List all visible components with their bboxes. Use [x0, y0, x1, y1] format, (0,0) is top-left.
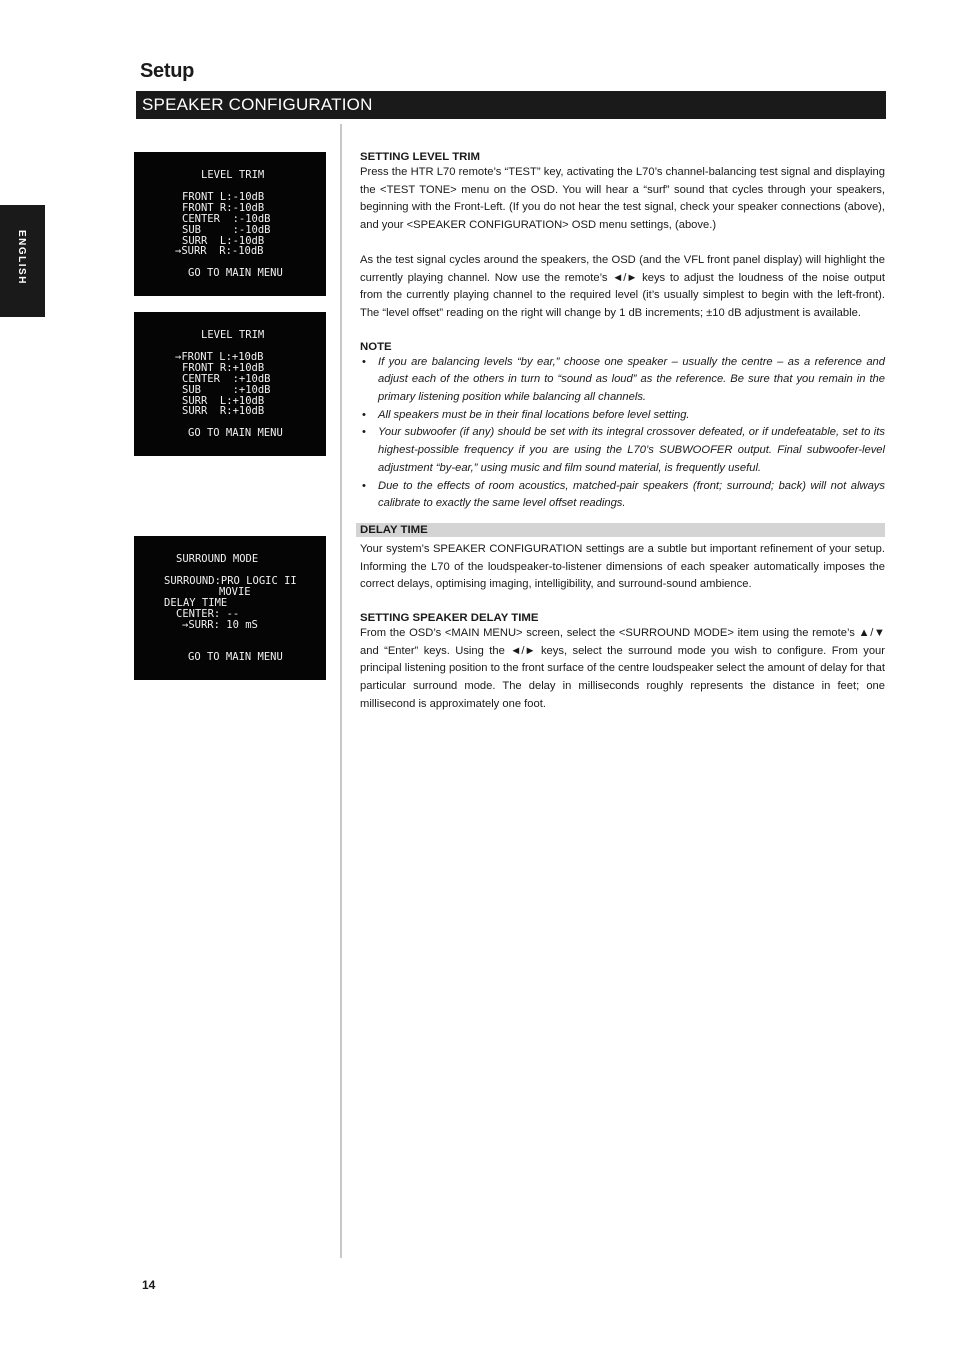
osd-line: FRONT R:+10dB	[182, 362, 265, 374]
osd-line: CENTER: --	[176, 608, 240, 620]
osd-line: DELAY TIME	[164, 597, 228, 609]
note-item: • If you are balancing levels “by ear,” choose one speaker – usually the centre – as a reference and adjust each of the others in turn to “sound as loud” as the reference. Be sure that you remain in the primary listening position while balancing all channels.	[360, 354, 885, 407]
osd-line: MOVIE	[219, 586, 251, 598]
osd-line: SURR L:-10dB	[182, 235, 265, 247]
heading-setting-level-trim: SETTING LEVEL TRIM	[360, 151, 481, 163]
heading-note: NOTE	[360, 340, 392, 353]
page-number: 14	[142, 1278, 156, 1292]
note-list	[360, 354, 885, 513]
note-item: • Due to the effects of room acoustics, matched-pair speakers (front; surround; back) will not always calibrate to exactly the same level offset readings.	[360, 478, 885, 513]
osd-line: LEVEL TRIM	[201, 169, 265, 181]
note-item: • All speakers must be in their final locations before level setting.	[360, 407, 885, 425]
osd-line: FRONT L:-10dB	[182, 191, 265, 203]
osd-line: CENTER :-10dB	[182, 213, 271, 225]
subsection-header-bar: SPEAKER CONFIGURATION	[136, 91, 886, 119]
note-item: • Your subwoofer (if any) should be set with its integral crossover defeated, or if undefeatable, set to its highest-possible frequency if you are using the L70’s SUBWOOFER output. Final subwoofer-level adjustment “by-ear,” using music and film sound material, is frequently useful.	[360, 424, 885, 477]
osd-line: SURR L:+10dB	[182, 395, 265, 407]
heading-delay-time: DELAY TIME	[356, 523, 885, 537]
osd-line: LEVEL TRIM	[201, 329, 265, 341]
paragraph: As the test signal cycles around the speakers, the OSD (and the VFL front panel display) will highlight the currently playing channel. Now use the remote’s ◄/► keys to adjust the loudness of the noise output from the currently playing channel to the required level (it’s usually simplest to begin with the left-front). The “level offset” reading on the right will change by 1 dB increments; ±10 dB adjustment is available.	[360, 253, 885, 319]
main-text-column	[360, 150, 885, 714]
osd-main-menu-line: GO TO MAIN MENU	[188, 267, 283, 279]
osd-line: SUB :+10dB	[182, 384, 271, 396]
language-tab-label: ENGLISH	[16, 230, 27, 285]
osd-line-selected: →SURR R:-10dB	[175, 245, 264, 257]
osd-line: CENTER :+10dB	[182, 373, 271, 385]
paragraph: Your system’s SPEAKER CONFIGURATION settings are a subtle but important refinement of your setup. Informing the L70 of the loudspeaker-to-listener dimensions of each speaker automatically imposes the correct delays, optimising imaging, intelligibility, and surround-sound ambience.	[360, 542, 885, 591]
osd-screen-level-trim-minus	[134, 152, 326, 296]
paragraph: Press the HTR L70 remote’s “TEST” key, activating the L70’s channel-balancing test signal and displaying the <TEST TONE> menu on the OSD. You will hear a “surf” sound that cycles through your speakers, beginning with the Front-Left. (If you do not hear the test signal, check your speaker connections (above), and your <SPEAKER CONFIGURATION> OSD menu settings, (above.)	[360, 166, 885, 232]
language-tab	[0, 205, 45, 317]
osd-main-menu-line: GO TO MAIN MENU	[188, 651, 283, 663]
osd-screen-level-trim-plus	[134, 312, 326, 456]
osd-line: SUB :-10dB	[182, 224, 271, 236]
osd-line-selected: →SURR: 10 mS	[182, 619, 258, 631]
section-title: Setup	[140, 60, 195, 82]
osd-main-menu-line: GO TO MAIN MENU	[188, 427, 283, 439]
column-divider	[340, 124, 342, 1258]
osd-line: SURROUND:PRO LOGIC II	[164, 575, 297, 587]
osd-line: FRONT R:-10dB	[182, 202, 265, 214]
osd-line: SURROUND MODE	[176, 553, 259, 565]
osd-line-selected: →FRONT L:+10dB	[175, 351, 264, 363]
paragraph: From the OSD’s <MAIN MENU> screen, select the <SURROUND MODE> item using the remote’s ▲/▼ and “Enter” keys. Using the ◄/► keys, select the surround mode you wish to configure. From your principal listening position to the front surface of the centre loudspeaker select the amount of delay for that particular surround mode. The delay in milliseconds roughly represents the distance in feet; one millisecond is approximately one foot.	[360, 627, 885, 710]
osd-line: SURR R:+10dB	[182, 405, 265, 417]
heading-setting-speaker-delay-time: SETTING SPEAKER DELAY TIME	[360, 612, 539, 625]
osd-screen-surround-mode	[134, 536, 326, 680]
